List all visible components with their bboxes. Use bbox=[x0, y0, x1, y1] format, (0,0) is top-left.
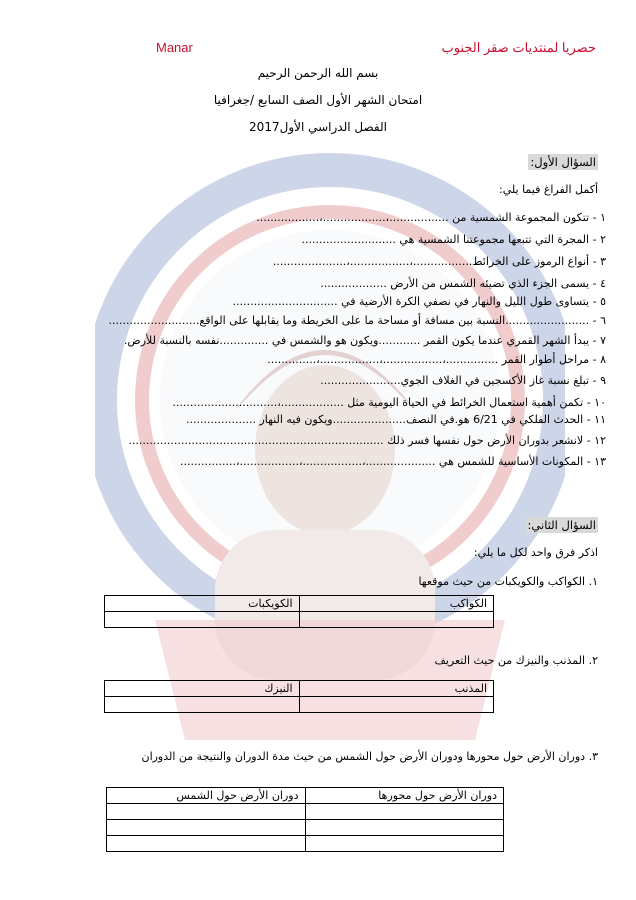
answer-cell[interactable] bbox=[305, 836, 504, 852]
list-item: ١٣ - المكونات الأساسية للشمس هي ....................،.................،.................،................ bbox=[180, 455, 606, 468]
table-header-cell: الكويكبات bbox=[105, 596, 300, 612]
list-item: ١ - تتكون المجموعة الشمسية من .................،..................،.................. bbox=[256, 211, 606, 224]
q2-title: السؤال الثاني: bbox=[527, 518, 596, 532]
table-header-cell: دوران الأرض حول الشمس bbox=[107, 788, 306, 804]
table-row bbox=[107, 836, 504, 852]
answer-cell[interactable] bbox=[107, 836, 306, 852]
list-item: ٣ - أنواع الرموز على الخرائط.................،.................،..................... bbox=[272, 255, 606, 268]
q2-instruction: اذكر فرق واحد لكل ما يلي: bbox=[473, 546, 598, 559]
comparison-table-2 bbox=[104, 680, 494, 713]
basmala: بسم الله الرحمن الرحيم bbox=[257, 66, 379, 80]
table-row bbox=[107, 820, 504, 836]
list-item: ٤ - يسمى الجزء الذي تضيئه الشمس من الأرض ................... bbox=[320, 277, 606, 290]
table-header-cell: النيزك bbox=[105, 681, 300, 697]
q1-instruction: أكمل الفراغ فيما يلي: bbox=[499, 183, 598, 196]
list-item: ٨ - مراحل أطوار القمر ...............،.................،.................،.............. bbox=[267, 353, 606, 366]
site-exclusive-label: حصريا لمنتديات صقر الجنوب bbox=[441, 40, 596, 55]
list-item: ٦ - ........................النسبة بين مسافة أو مساحة ما على الخريطة وما يقابلها على الواقع.......................... bbox=[108, 314, 606, 327]
answer-cell[interactable] bbox=[107, 820, 306, 836]
author-name: Manar bbox=[156, 40, 193, 55]
q2-part-2-label: ٢. المذنب والنيزك من حيث التعريف bbox=[434, 654, 598, 667]
list-item: ٥ - يتساوى طول الليل والنهار في نصفي الكرة الأرضية في .............................. bbox=[232, 295, 606, 308]
table-header-cell: دوران الأرض حول محورها bbox=[305, 788, 504, 804]
answer-cell[interactable] bbox=[105, 612, 300, 628]
table-row bbox=[105, 612, 494, 628]
answer-cell[interactable] bbox=[299, 612, 494, 628]
table-row bbox=[105, 596, 494, 612]
q2-part-1-label: ١. الكواكب والكويكبات من حيث موقعها bbox=[418, 575, 598, 588]
list-item: ١١ - الحدث الفلكي في 6/21 هو.في النصف.....................ويكون فيه النهار .................... bbox=[186, 413, 606, 426]
table-row bbox=[107, 788, 504, 804]
answer-cell[interactable] bbox=[105, 697, 300, 713]
answer-cell[interactable] bbox=[305, 804, 504, 820]
list-item: ١٠ - تكمن أهمية استعمال الخرائط في الحياة اليومية مثل ..................،.............................. bbox=[172, 396, 606, 409]
table-row bbox=[105, 697, 494, 713]
table-row bbox=[105, 681, 494, 697]
answer-cell[interactable] bbox=[107, 804, 306, 820]
list-item: ٢ - المجرة التي تتبعها مجموعتنا الشمسية هي ........................... bbox=[301, 233, 606, 246]
q2-part-3-label: ٣. دوران الأرض حول محورها ودوران الأرض حول الشمس من حيث مدة الدوران والنتيجة من الدوران bbox=[141, 750, 598, 763]
term-year: الفصل الدراسي الأول2017 bbox=[249, 120, 387, 134]
exam-title: امتحان الشهر الأول الصف السابع /جغرافيا bbox=[213, 93, 423, 107]
list-item: ١٢ - لانشعر بدوران الأرض حول نفسها فسر ذلك ......................................................................... bbox=[128, 434, 606, 447]
list-item: ٩ - تبلغ نسبة غاز الأكسجين في الغلاف الجوي....................... bbox=[320, 374, 606, 387]
comparison-table-3 bbox=[106, 787, 504, 852]
answer-cell[interactable] bbox=[305, 820, 504, 836]
list-item: ٧ - يبدأ الشهر القمري عندما يكون القمر ............ويكون هو والشمس في ..............نفسه بالنسبة للأرض. bbox=[123, 334, 606, 347]
q1-title: السؤال الأول: bbox=[530, 155, 596, 169]
comparison-table-1 bbox=[104, 595, 494, 628]
table-row bbox=[107, 804, 504, 820]
answer-cell[interactable] bbox=[299, 697, 494, 713]
table-header-cell: الكواكب bbox=[299, 596, 494, 612]
table-header-cell: المذنب bbox=[299, 681, 494, 697]
